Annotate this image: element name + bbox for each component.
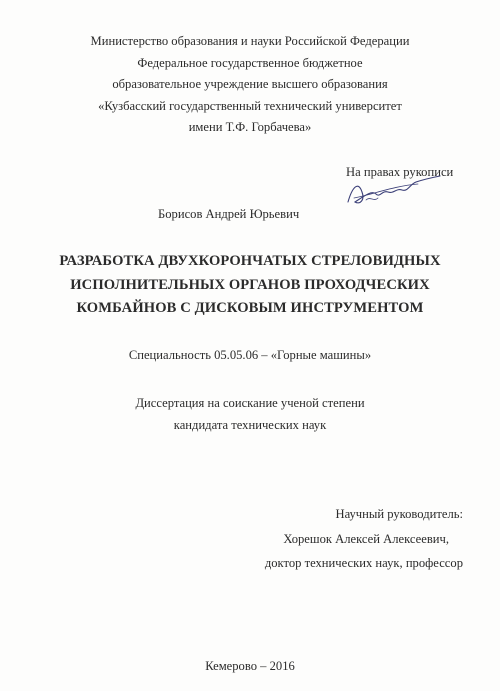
specialty-line: Специальность 05.05.06 – «Горные машины» xyxy=(128,348,372,362)
title-line-2: ИСПОЛНИТЕЛЬНЫХ ОРГАНОВ ПРОХОДЧЕСКИХ xyxy=(70,276,430,293)
supervisor-name: Хорешок Алексей Алексеевич, xyxy=(283,531,449,546)
degree-line-2: кандидата технических наук xyxy=(173,417,327,432)
institution-type-line: Федеральное государственное бюджетное xyxy=(137,55,363,70)
ministry-line: Министерство образования и науки Российской Федерации xyxy=(90,34,410,48)
university-name-line: «Кузбасский государственный технический университет xyxy=(98,98,402,113)
institution-type-line-2: образовательное учреждение высшего образования xyxy=(112,77,388,92)
author-name: Борисов Андрей Юрьевич xyxy=(158,207,300,221)
supervisor-label: Научный руководитель: xyxy=(335,507,463,521)
supervisor-degree: доктор технических наук, профессор xyxy=(264,556,463,570)
university-name-line-2: имени Т.Ф. Горбачева» xyxy=(188,120,312,135)
thesis-title xyxy=(0,250,500,321)
title-line-1: РАЗРАБОТКА ДВУХКОРОНЧАТЫХ СТРЕЛОВИДНЫХ xyxy=(59,253,441,269)
manuscript-rights-note: На правах рукописи xyxy=(346,165,454,179)
degree-line-1: Диссертация на соискание ученой степени xyxy=(135,396,365,410)
degree-statement xyxy=(0,393,500,436)
institution-header xyxy=(0,31,500,139)
handwritten-signature xyxy=(344,172,444,212)
title-line-3: КОМБАЙНОВ С ДИСКОВЫМ ИНСТРУМЕНТОМ xyxy=(76,300,424,316)
city-year: Кемерово – 2016 xyxy=(205,659,295,673)
supervisor-block xyxy=(265,502,463,576)
